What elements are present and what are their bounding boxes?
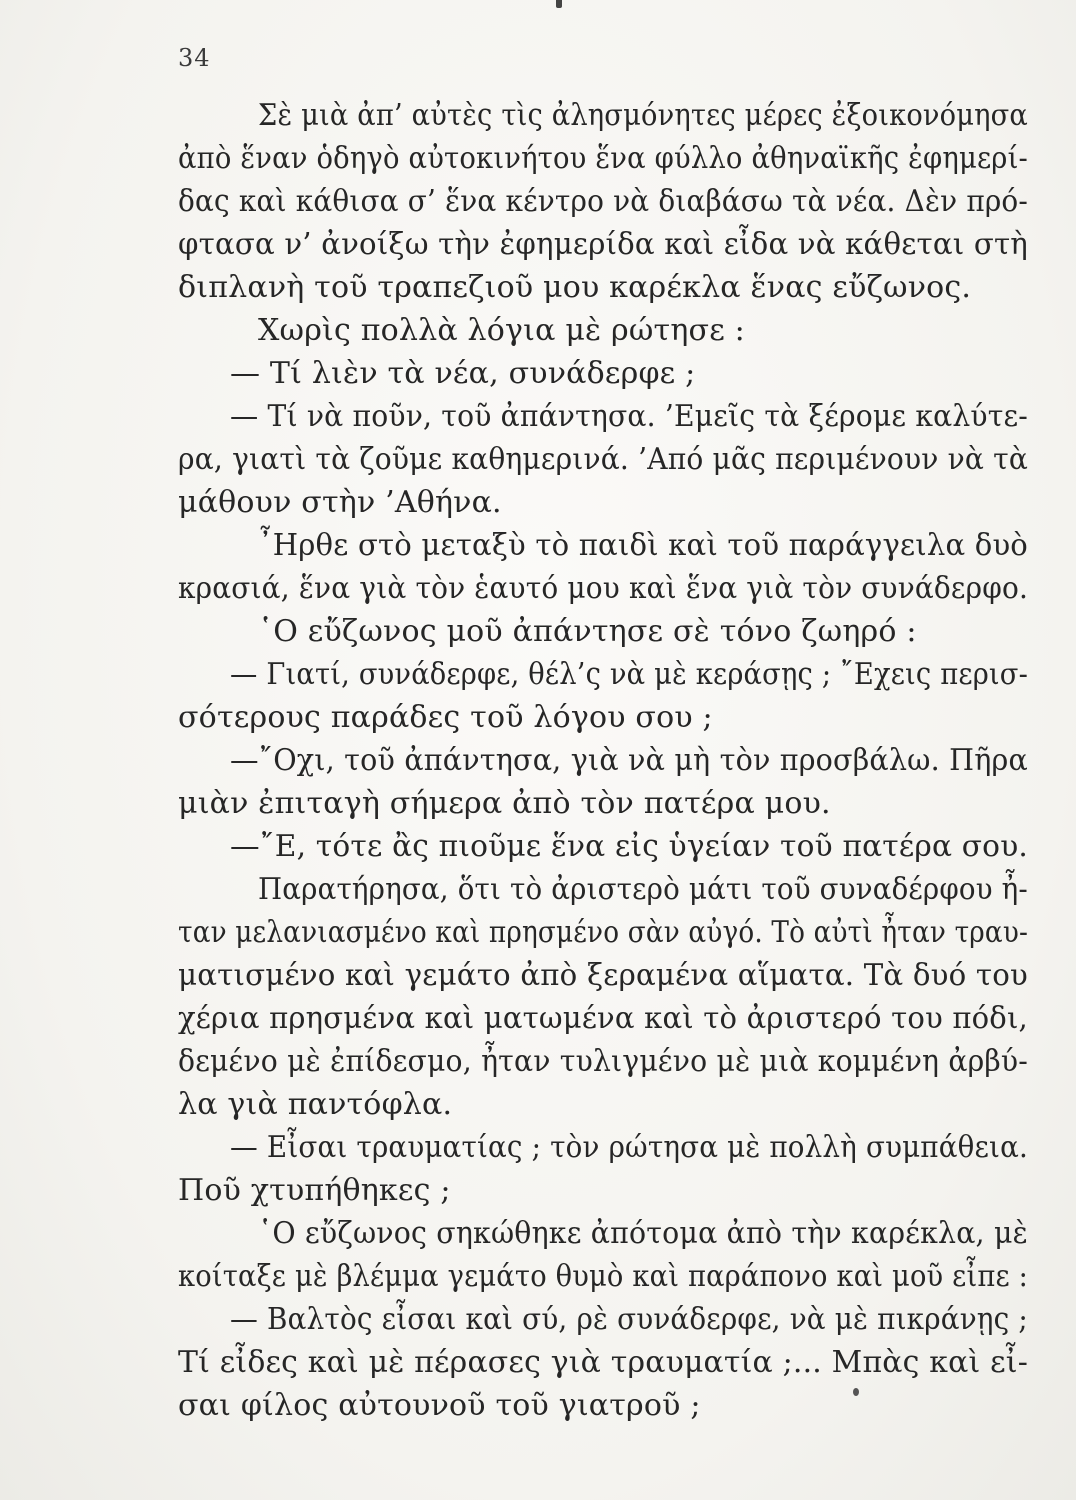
text-line-4: φτασα ν’ ἀνοίξω τὴν ἐφημερίδα καὶ εἶδα νὰ κάθεται στὴ	[178, 227, 1028, 262]
text-line-2: ἀπὸ ἕναν ὁδηγὸ αὐτοκινήτου ἕνα φύλλο ἀθηναϊκῆς ἐφημερί-	[178, 141, 1028, 176]
text-line-5: διπλανὴ τοῦ τραπεζιοῦ μου καρέκλα ἕνας εὔζωνος.	[178, 270, 972, 305]
text-line-20: ταν μελανιασμένο καὶ πρησμένο σὰν αὐγό. Τὸ αὐτὶ ἦταν τραυ-	[178, 915, 1029, 950]
text-line-22: χέρια πρησμένα καὶ ματωμένα καὶ τὸ ἀριστερό του πόδι,	[178, 1001, 1028, 1036]
page-number: 34	[178, 44, 211, 72]
text-line-6: Χωρὶς πολλὰ λόγια μὲ ρώτησε :	[258, 313, 745, 348]
text-line-14: — Γιατί, συνάδερφε, θέλ’ς νὰ μὲ κεράσῃς ; ῎Εχεις περισ-	[230, 657, 1029, 692]
text-line-15: σότερους παράδες τοῦ λόγου σου ;	[178, 700, 713, 735]
text-line-17: μιὰν ἐπιταγὴ σήμερα ἀπὸ τὸν πατέρα μου.	[178, 786, 831, 821]
text-line-11: ῏Ηρθε στὸ μεταξὺ τὸ παιδὶ καὶ τοῦ παράγγειλα δυὸ	[258, 528, 1029, 563]
text-line-27: ῾Ο εὔζωνος σηκώθηκε ἀπότομα ἀπὸ τὴν καρέκλα, μὲ	[258, 1216, 1029, 1251]
text-line-3: δας καὶ κάθισα σ’ ἕνα κέντρο νὰ διαβάσω τὰ νέα. Δὲν πρό-	[178, 184, 1029, 219]
text-line-12: κρασιά, ἕνα γιὰ τὸν ἑαυτό μου καὶ ἕνα γιὰ τὸν συνάδερφο.	[178, 571, 1029, 606]
text-line-10: μάθουν στὴν ’Αθήνα.	[178, 485, 502, 520]
ink-speck	[853, 1388, 859, 1396]
text-line-28: κοίταξε μὲ βλέμμα γεμάτο θυμὸ καὶ παράπονο καὶ μοῦ εἶπε :	[178, 1259, 1029, 1294]
text-line-19: Παρατήρησα, ὅτι τὸ ἀριστερὸ μάτι τοῦ συναδέρφου ἦ-	[258, 872, 1028, 907]
page-top-mark	[556, 0, 562, 8]
text-line-30: Τί εἶδες καὶ μὲ πέρασες γιὰ τραυματία ;... Μπὰς καὶ εἶ-	[178, 1345, 1029, 1380]
text-line-13: ῾Ο εὔζωνος μοῦ ἀπάντησε σὲ τόνο ζωηρό :	[258, 614, 917, 649]
text-line-31: σαι φίλος αὐτουνοῦ τοῦ γιατροῦ ;	[178, 1388, 701, 1423]
text-line-29: — Βαλτὸς εἶσαι καὶ σύ, ρὲ συνάδερφε, νὰ μὲ πικράνῃς ;	[230, 1302, 1028, 1337]
text-line-25: — Εἶσαι τραυματίας ; τὸν ρώτησα μὲ πολλὴ συμπάθεια.	[230, 1130, 1028, 1165]
text-line-24: λα γιὰ παντόφλα.	[178, 1087, 453, 1122]
text-line-21: ματισμένο καὶ γεμάτο ἀπὸ ξεραμένα αἵματα. Τὰ δυό του	[178, 958, 1029, 993]
text-line-8: — Τί νὰ ποῦν, τοῦ ἀπάντησα. ’Εμεῖς τὰ ξέρομε καλύτε-	[230, 399, 1028, 434]
text-line-23: δεμένο μὲ ἐπίδεσμο, ἦταν τυλιγμένο μὲ μιὰ κομμένη ἀρβύ-	[178, 1044, 1028, 1079]
text-line-1: Σὲ μιὰ ἀπ’ αὐτὲς τὶς ἀλησμόνητες μέρες ἐξοικονόμησα	[258, 98, 1029, 133]
text-line-7: — Τί λιὲν τὰ νέα, συνάδερφε ;	[230, 356, 696, 391]
text-line-16: —῎Οχι, τοῦ ἀπάντησα, γιὰ νὰ μὴ τὸν προσβάλω. Πῆρα	[230, 743, 1028, 778]
text-line-26: Ποῦ χτυπήθηκες ;	[178, 1173, 451, 1208]
text-line-9: ρα, γιατὶ τὰ ζοῦμε καθημερινά. ’Από μᾶς περιμένουν νὰ τὰ	[178, 442, 1028, 477]
text-line-18: —῎Ε, τότε ἂς πιοῦμε ἕνα εἰς ὑγείαν τοῦ πατέρα σου.	[230, 829, 1028, 864]
